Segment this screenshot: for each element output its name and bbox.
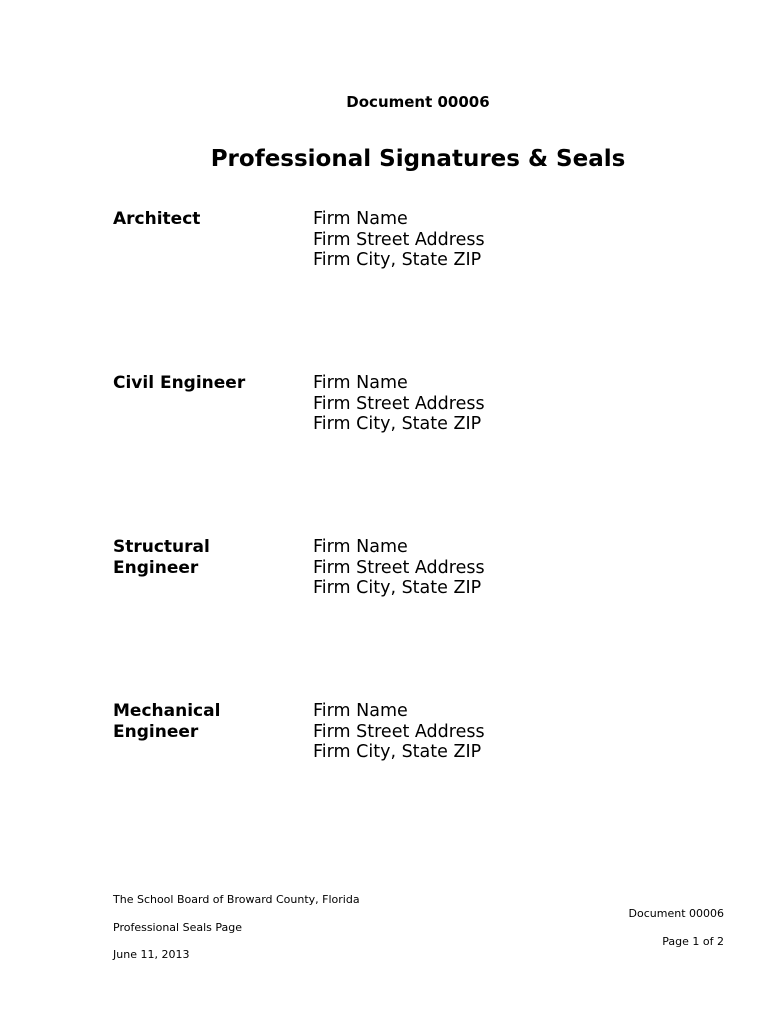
firm-block — [313, 373, 713, 435]
footer-page-indicator: Page 1 of 2 — [662, 935, 724, 948]
footer-left — [113, 893, 360, 976]
page-title: Professional Signatures & Seals — [210, 146, 626, 172]
role-label: Structural Engineer — [113, 537, 210, 578]
document-number: Document 00006 — [346, 93, 490, 111]
firm-name: Firm Name — [313, 701, 408, 721]
firm-city-state-zip: Firm City, State ZIP — [313, 742, 482, 762]
role-label: Mechanical Engineer — [113, 701, 221, 742]
firm-street-address: Firm Street Address — [313, 229, 485, 250]
role-label: Architect — [113, 209, 201, 229]
firm-name: Firm Name — [313, 537, 408, 557]
firm-block — [313, 701, 713, 763]
firm-name: Firm Name — [313, 373, 408, 393]
footer-document-number: Document 00006 — [628, 907, 724, 920]
firm-city-state-zip: Firm City, State ZIP — [313, 414, 482, 434]
firm-block — [313, 537, 713, 599]
footer-right — [629, 907, 724, 963]
footer-date: June 11, 2013 — [113, 948, 190, 961]
role-label: Civil Engineer — [113, 373, 246, 393]
footer-page-name: Professional Seals Page — [113, 920, 243, 934]
firm-street-address: Firm Street Address — [313, 721, 485, 742]
firm-block — [313, 209, 713, 271]
firm-city-state-zip: Firm City, State ZIP — [313, 578, 482, 598]
firm-name: Firm Name — [313, 209, 408, 229]
firm-city-state-zip: Firm City, State ZIP — [313, 250, 482, 270]
firm-street-address: Firm Street Address — [313, 557, 485, 578]
footer-organization: The School Board of Broward County, Florida — [113, 893, 360, 906]
firm-street-address: Firm Street Address — [313, 393, 485, 414]
